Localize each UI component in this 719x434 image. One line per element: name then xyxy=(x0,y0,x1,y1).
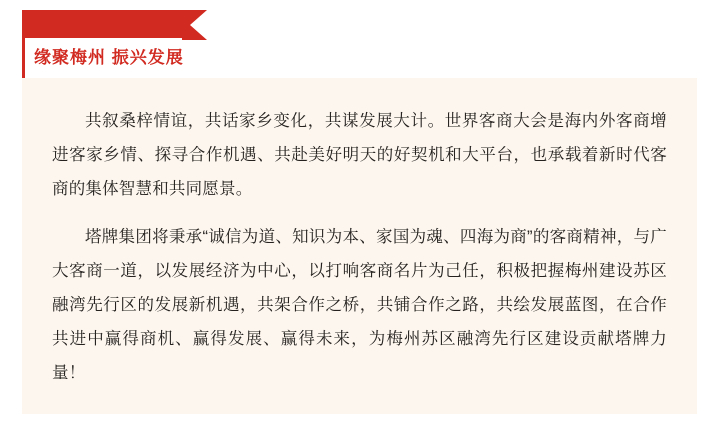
banner xyxy=(22,10,207,78)
banner-slogan: 缘聚梅州 振兴发展 xyxy=(34,48,184,67)
paragraph-2: 塔牌集团将秉承“诚信为道、知识为本、家国为魂、四海为商”的客商精神，与广大客商一道，以发展经济为中心，以打响客商名片为己任，积极把握梅州建设苏区融湾先行区的发展新机遇，共架合作之桥，共铺合作之路，共绘发展蓝图，在合作共进中赢得商机、赢得发展、赢得未来，为梅州苏区融湾先行区建设贡献塔牌力量！ xyxy=(52,228,667,382)
content-card xyxy=(22,78,697,414)
paragraph-1: 共叙桑梓情谊，共话家乡变化，共谋发展大计。世界客商大会是海内外客商增进客家乡情、探寻合作机遇、共赴美好明天的好契机和大平台，也承载着新时代客商的集体智慧和共同愿景。 xyxy=(52,112,667,198)
ribbon-top-bar xyxy=(22,10,207,40)
